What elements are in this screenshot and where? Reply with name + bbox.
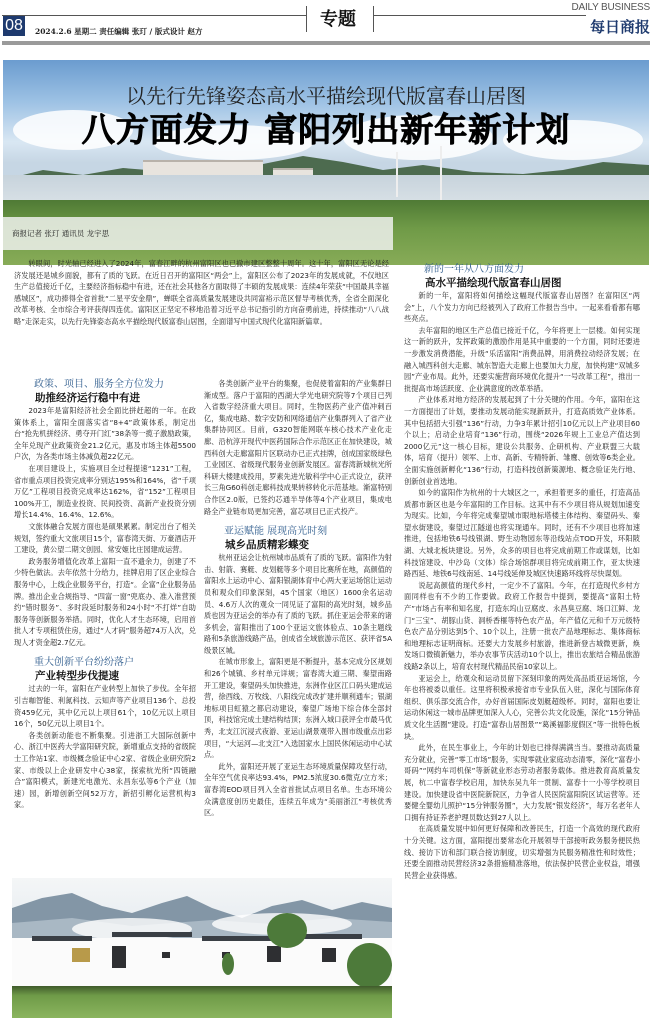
section-headline: 产业转型步伐提速 [35, 670, 119, 683]
paragraph: 各类创新产业平台的集聚，也促使着富阳的产业集群日渐成型。落户于富阳的西湖大学光电研究院等7个项目已列入省数字经济重大项目。同时，生物医药产业产值冲刺百亿，集成电路、数字安防和网络通信产业集群列入了省产业集群协同区。目前，G320智能网联车核心技术产业化走廊、沿杭淳开现代中医药国际合作示范区正在加快建设，城西科创大走廊富阳片区联动办已正式挂牌，创成国家级绿色工业园区、省级现代服务业创新发展区。富春湾新城杭光所科研大楼建成投用，罗素先进光敏科学中心正式设立，获评长三角G60科创走廊科技成果转移转化示范基地。渐富特别合作区2.0版，已签约芯通半导体等4个产业项目，集成电路全产业链布局更加完善，富芯项目已正式投产。 [204, 379, 392, 516]
window-shape [267, 946, 281, 962]
brand-name-cn: 每日商报 [589, 18, 650, 36]
paragraph: 亚运会上，给观众和运动员留下深刻印象的两处高品质亚运场馆，今年也将被委以重任。这里将积极承接省市专业队伍入驻，深化与国际体育组织、俱乐部交流合作，办好首届国际皮划艇超级杯。同时，富阳也要让运动休闲这一城市品牌更加深入人心，完善公共文化设施，深化“15分钟品质文化生活圈”建设。打造“富春山居图景”“葛溪福影度假区”等一批特色板块。 [404, 673, 640, 741]
section-kicker: 亚运赋能 展现高光时刻 [224, 526, 328, 538]
village-houses [12, 938, 392, 988]
intro-paragraph [14, 258, 389, 328]
paragraph: 过去的一年，富阳在产业转型上加快了步伐。全年招引吉咖智能、利氮科技、云知声等产业项目136个、总投资459亿元，其中亿元以上项目61个，10亿元以上项目16个，50亿元以上项目1个。 [14, 684, 196, 729]
paragraph: 在高质量发展中如何更好保障和改善民生，打造一个高效的现代政府十分关键。这方面，富阳提出要常态化开展领导干部接听政务服务便民热线、接访下访和部门联合接访制度，切实增强为民服务精准性和时效性；还要全面推动民营经济32条措施精准落地，依法保护民营企业权益，增强民营企业获得感。 [404, 824, 640, 880]
paragraph: 各类创新动能也不断集聚。引进浙工大国际创新中心、浙江中医药大学富阳研究院，新增重点支持的省级院士工作站1家、市级概念验证中心2家、省级企业研究院2家、市级以上企业研发中心38家，探索杭光所“四链融合”富阳模式，新建光电激光、永昌东弘等6个产业（加速）园，新增创新空间52万方，新招引孵化运营机构3家。 [14, 730, 196, 810]
masthead-divider [306, 6, 307, 32]
paragraph: 此外，富阳还开展了亚运生态环境质量保障攻坚行动，全年空气优良率达93.4%，PM2.5浓度30.6微克/立方米；富春湾EOD项目列入全省首批试点项目名单。生态环境公众满意度创历史最佳，连续五年成为“美丽浙江”考核优秀区。 [204, 761, 392, 818]
masthead-rule-left [2, 15, 306, 16]
tree-shape [267, 913, 307, 948]
bridge-tower [396, 152, 398, 197]
hero-subtitle: 以先行先锋姿态高水平描绘现代版富春山居图 [126, 84, 526, 108]
rice-field [12, 986, 392, 1018]
intro-text: 转眼间，时光轴已经进入了2024年，富春江畔的杭州富阳区也已撤市建区整整十周年。这十年，富阳区无论是经济发展还是城乡面貌，都有了质的飞跃。在近日召开的富阳区“两会”上，富阳区公布了2023年的发展成就，不仅地区生产总值接近千亿，主要经济指标稳中有进，还在社会其他各方面取得了丰硕的发展成果：连续4年荣获“中国最具幸福感城区”，成功捧得全省首批“二星平安金鼎”，蝉联全省高质量发展建设共同富裕示范区督导考核优秀，全省全面深化改革考核、全市综合考评获得四连优。富阳区正坚定不移地沿着习近平总书记指引的方向奋勇前进，持续推动“八八战略”走深走实，以先行先锋姿态高水平描绘现代版富春山居图，全面谱写中国式现代化富阳新篇章。 [14, 259, 389, 326]
section-title: 专题 [320, 9, 356, 30]
section-headline: 助推经济运行稳中有进 [35, 392, 140, 404]
issue-info: 2024.2.6 星期二 责任编辑 张玎 / 版式设计 赵方 [35, 27, 203, 36]
paragraph: 如今的富阳作为杭州的十大城区之一，承担着更多的重任，打造高品质都市新区也是今年富阳的工作目标。这其中有不少项目将从规划加速变为现实。比如，今年将完成秦望城市眼地标塔楼主体结构、秦望码头、秦望水街建设，秦望过江隧道也将实现通车。同时，还有不少项目也将加速推进，包括地铁6号线银湖、野生动物园东等沿线站点TOD开发，环阳陂湖、大城北板块建设。另外，众多的项目也将完成前期工作或谋划，比如科技馆建设、中沙岛（文体）综合场馆群项目将完成前期工作，亚太快速路西延、地铁6号线南延、14号线延伸及城区快速路环线将尽快谋划。 [404, 488, 640, 579]
section-kicker: 重大创新平台纷纷落户 [34, 657, 134, 669]
masthead-rule-right [374, 15, 586, 16]
section-kicker: 新的一年从八方面发力 [424, 264, 524, 275]
section-kicker: 政策、项目、服务全方位发力 [34, 379, 164, 390]
article-column-3 [404, 263, 640, 881]
paragraph: 政务服务增值化改革上富阳一直不遗余力，创建了不少特色做法。去年依然十分给力，挂牌启用了区企业综合服务中心，上线企业服务平台，打造“。企富”企业服务品牌。推出企业合规指导、“四富一窗”兜底办、准入准营预约“错时服务”、多时段延时服务和24小时“不打烊”自助服务等创新服务举措。同时，优化人才生态环境，启用首批人才专项租赁住房，通过“人才码”服务超74万人次，兑现人才资金超2.7亿元。 [14, 556, 196, 647]
page-number-badge: 08 [3, 16, 25, 36]
paragraph: 在城市形象上，富阳更是不断提升，基本完成分区规划和26个城镇、乡村单元详规；富春湾大道三期、秦望南路开工建设，秦望码头加快推进，东洲作业区江口码头建成运营，徐西线、万牧线、八阳线完成改扩建并顺利通车；银湖地标项目虹猿之都启动建设，秦望广场地下综合体全部封顶，科技馆完成土建结构结顶；东洲入城口获评全市最马优秀，北支江沉浸式夜游、亚运山湖景观带入围市级重点出彩项目，“大运河—北支江”入选国家水上国民休闲运动中心试点。 [204, 657, 392, 760]
roof-shape [112, 932, 192, 937]
window-shape [322, 948, 336, 962]
tree-shape [347, 943, 392, 988]
paragraph: 产业体系对地方经济的发展起到了十分关键的作用。今年，富阳在这一方面提出了计划，要推动发展动能实现新跃升，打造高质效产业体系。其中包括招大引强“136”行动，力争3年累计招引10亿元以上产业项目60个以上；启动企业培育“136”行动，围绕“2026年规上工业总产值达到2000亿元”这一核心目标，建设公共服务、企研机构、产业联盟三大载体，培育（提升）领军、上市、高新、专精特新、雏鹰、创效等6类企业。全面实施创新孵化“136”行动，打造科技创新策源地、概念验证先行地、创新创业首选地。 [404, 395, 640, 486]
paragraph: 此外，在民生事业上，今年的计划也已排得满满当当。要推动高质量充分就业，完善“零工市场”服务，实现零就业家庭动态清零，深化“富春小哥码”“网约车司机保”等新就业形态劳动者服务载体。推进教育高质量发展，杭二中富春学校启用，加快东吴九年一贯制、富春十一小等学校项目建设。加快建设省中医院新院区，力争省人民医院富阳院区试运营等。还要健全婴幼儿照护“15分钟服务圈”，大力发展“银发经济”，每万名老年人口拥有持证养老护理员数达到27人以上。 [404, 743, 640, 822]
masthead-divider [373, 6, 374, 32]
paragraph: 2023年是富阳经济社会全面比拼赶超的一年。在政策体系上，富阳全面落实省“8+4”政策体系，制定出台“抢先机拼经济、勇夺开门红”38条等一揽子激励政策，全年兑现产业政策资金21.2亿元，惠及市场主体超5500户次，为各类市场主体减负超22亿元。 [14, 406, 196, 462]
window-shape [112, 946, 126, 968]
hero-title: 八方面发力 富阳列出新年新计划 [81, 110, 571, 149]
section-headline: 城乡品质精彩蝶变 [225, 539, 309, 552]
window-shape [72, 948, 90, 962]
article-column-1 [14, 378, 196, 811]
tree-shape [222, 953, 234, 975]
window-shape [162, 952, 170, 958]
village-photo [12, 878, 392, 1018]
paragraph: 文旅体融合发展方面也是硕果累累。制定出台了相关规划，签约重大文旅项目15个，富春湾天街、万豪酒店开工建设，黄公望二期文创园、常安姬比庄园建成运营。 [14, 521, 196, 555]
section-headline: 高水平描绘现代版富春山居图 [425, 277, 562, 289]
byline: 商报记者 张玎 通讯员 龙宇思 [12, 229, 110, 238]
paragraph: 在项目建设上，实施项目全过程提速“1231”工程，省市重点项目投资完成率分别达195%和164%，省“千项万亿”工程项目投资完成率达162%，省“152”工程项目100%开工，制造业投资、民间投资、高新产业投资分别增长14.4%、16.4%、12.6%。 [14, 463, 196, 520]
masthead [0, 0, 652, 50]
roof-shape [32, 936, 92, 941]
article-column-2 [204, 378, 392, 819]
paragraph: 杭州亚运会让杭州城市品质有了质的飞跃。富阳作为射击、射箭、赛艇、皮划艇等多个项目比赛所在地，高颜值的富阳水上运动中心、富阳银湖体育中心两大亚运场馆让运动员和观众们印象深刻，45个国家（地区）1600余名运动员、4.6万人次的观众一同见证了富阳的高光时刻，城乡品质也因为亚运会的举办有了质的飞跃。抓住亚运会带来的诸多机会，富阳推出了100个亚运文旅体验点、10条主题线路和5条旅游线路产品，创成省全域旅游示范区、获评省5A级景区城。 [204, 553, 392, 655]
bridge-tower [440, 146, 442, 201]
paragraph: 去年富阳的地区生产总值已接近千亿，今年将更上一层楼。如何实现这一新的跃升，发挥政策的激励作用是其中重要的一个方面，同时还要进一步激发消费潜能，升级“乐活富阳”消费品牌，用消费拉动经济发展；在融入城西科创大走廊、城东智造大走廊上也要加大力度，加快构建“双城多园”产业布局。此外，还要实施营商环境优化提升“一号改革工程”，推出一批提高市场活跃度、企业满意度的改革举措。 [404, 325, 640, 393]
roof-shape [202, 936, 272, 941]
paragraph: 说起高颜值的现代乡村，一定少不了富阳。今年，在打造现代乡村方面同样也有不少的工作要做。政府工作报告中提到，要提高“富阳土特产”市场占有率和知名度，打造东坞山豆腐皮、永昌臭豆腐、场口江鲜、龙门“三宝”、胡豚山货、洞桥香榧等特色农产品，年产值亿元和千万元级特色农产品分别达到5个、10个以上，注册一批农产品地理标志、集体商标和地理标志证明商标。还要大力发展乡村旅游，推进新登古城微更新，焕发场口微镇新魅力，举办农事节庆活动10个以上，推出农旅结合精品旅游线路2条以上，培育农村现代精品民宿10家以上。 [404, 580, 640, 671]
masthead-bar [2, 41, 650, 45]
paragraph: 新的一年，富阳将如何描绘这幅现代版富春山居图？在富阳区“两会”上，八个发力方向已经被列入了政府工作报告当中。一起来看看都有哪些亮点。 [404, 291, 640, 324]
brand-name-en: DAILY BUSINESS [571, 2, 650, 13]
